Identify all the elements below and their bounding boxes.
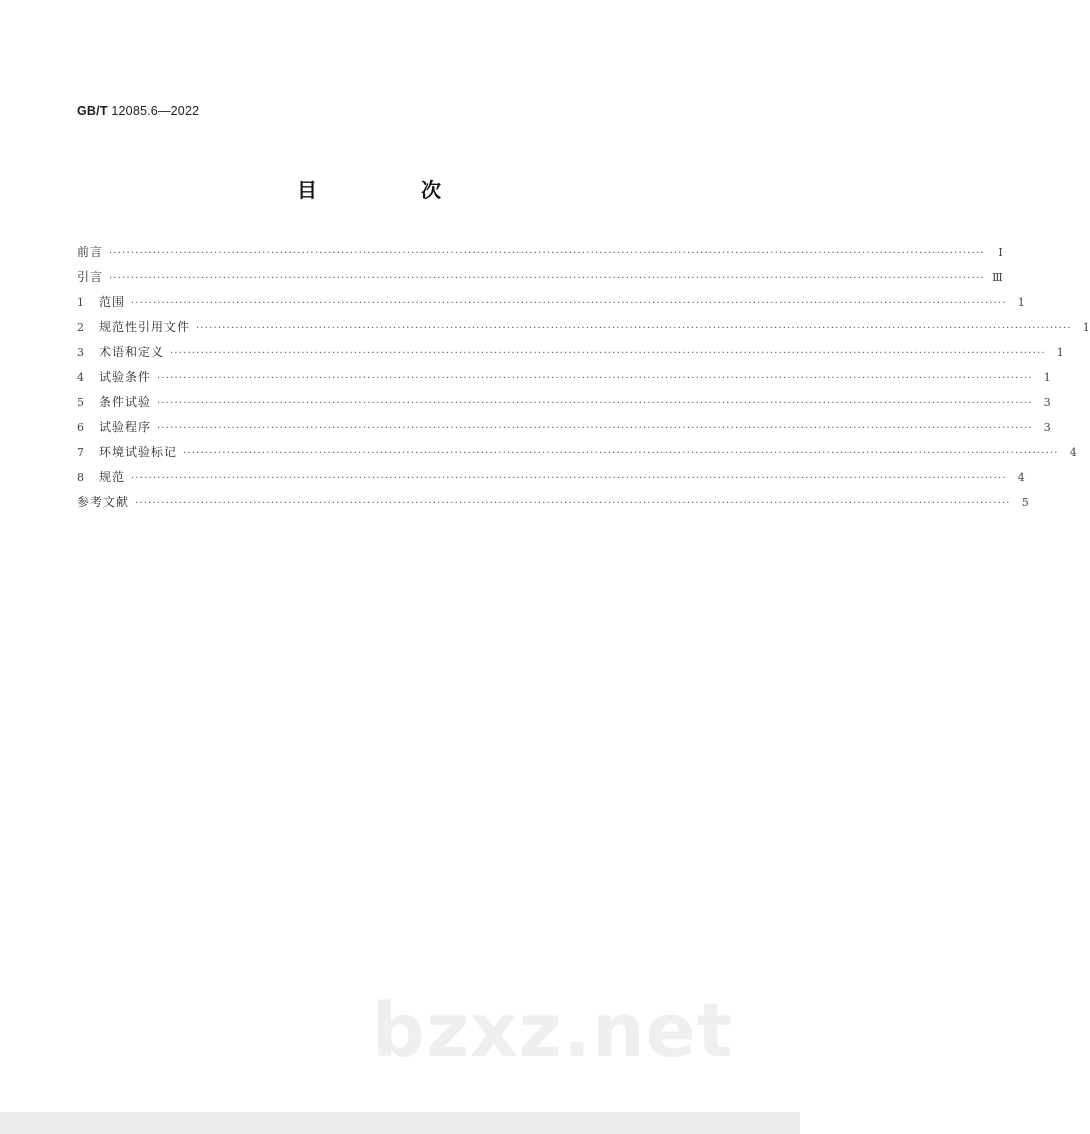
toc-entry-number: 6 — [77, 421, 84, 434]
toc-leader-dots: ········································································································································································································ — [131, 473, 1007, 484]
toc-entry-page: Ⅲ — [992, 271, 1003, 284]
toc-entry-label: 术语和定义 — [99, 345, 165, 359]
toc-leader-dots: ········································································································································································································ — [157, 398, 1033, 409]
toc-leader-dots: ········································································································································································································ — [196, 323, 1072, 334]
toc-entry-page: 4 — [1069, 446, 1077, 459]
toc-entry[interactable] — [77, 440, 1077, 465]
toc-leader-dots: ········································································································································································································ — [109, 273, 985, 284]
toc-leader-dots: ········································································································································································································ — [183, 448, 1059, 459]
toc-entry-page: 1 — [1082, 321, 1090, 334]
toc-entry-number: 7 — [77, 446, 84, 459]
toc-entry-label: 前言 — [77, 245, 104, 259]
toc-entry-page: Ⅰ — [998, 246, 1003, 259]
toc-leader-dots: ········································································································································································································ — [131, 298, 1007, 309]
toc-entry[interactable] — [77, 340, 1064, 365]
toc-entry[interactable] — [77, 390, 1051, 415]
toc-entry-label: 范围 — [99, 295, 126, 309]
toc-entry[interactable] — [77, 465, 1025, 490]
toc-entry-page: 4 — [1017, 471, 1025, 484]
toc-leader-dots: ········································································································································································································ — [157, 423, 1033, 434]
toc-entry-label: 试验条件 — [99, 370, 152, 384]
toc-leader-dots: ········································································································································································································ — [170, 348, 1046, 359]
table-of-contents — [77, 240, 1090, 515]
toc-entry[interactable] — [77, 240, 1003, 265]
toc-entry-label: 引言 — [77, 270, 104, 284]
toc-entry-label: 环境试验标记 — [99, 445, 178, 459]
toc-entry-page: 1 — [1043, 371, 1051, 384]
toc-entry-page: 3 — [1043, 396, 1051, 409]
toc-leader-dots: ········································································································································································································ — [157, 373, 1033, 384]
toc-entry[interactable] — [77, 315, 1090, 340]
toc-leader-dots: ········································································································································································································ — [135, 498, 1011, 509]
toc-entry-label: 规范性引用文件 — [99, 320, 191, 334]
toc-entry-page: 1 — [1017, 296, 1025, 309]
toc-entry-number: 8 — [77, 471, 84, 484]
toc-entry-page: 5 — [1021, 496, 1029, 509]
standard-prefix: GB/T — [77, 104, 108, 118]
toc-entry-number: 2 — [77, 321, 84, 334]
toc-entry-number: 1 — [77, 296, 84, 309]
watermark: bzxz.net — [372, 988, 734, 1074]
toc-entry-number: 3 — [77, 346, 84, 359]
bottom-bar — [0, 1112, 800, 1134]
toc-entry-label: 参考文献 — [77, 495, 130, 509]
standard-number: 12085.6—2022 — [111, 104, 200, 118]
toc-title: 目 次 — [297, 178, 483, 202]
toc-entry-page: 1 — [1056, 346, 1064, 359]
toc-entry[interactable] — [77, 490, 1029, 515]
toc-leader-dots: ········································································································································································································ — [109, 248, 985, 259]
toc-entry[interactable] — [77, 265, 1003, 290]
standard-code — [77, 104, 199, 118]
toc-entry[interactable] — [77, 290, 1025, 315]
toc-entry-page: 3 — [1043, 421, 1051, 434]
toc-entry-label: 规范 — [99, 470, 126, 484]
toc-entry[interactable] — [77, 365, 1051, 390]
toc-entry-label: 试验程序 — [99, 420, 152, 434]
toc-entry[interactable] — [77, 415, 1051, 440]
toc-entry-number: 5 — [77, 396, 84, 409]
toc-entry-label: 条件试验 — [99, 395, 152, 409]
toc-entry-number: 4 — [77, 371, 84, 384]
